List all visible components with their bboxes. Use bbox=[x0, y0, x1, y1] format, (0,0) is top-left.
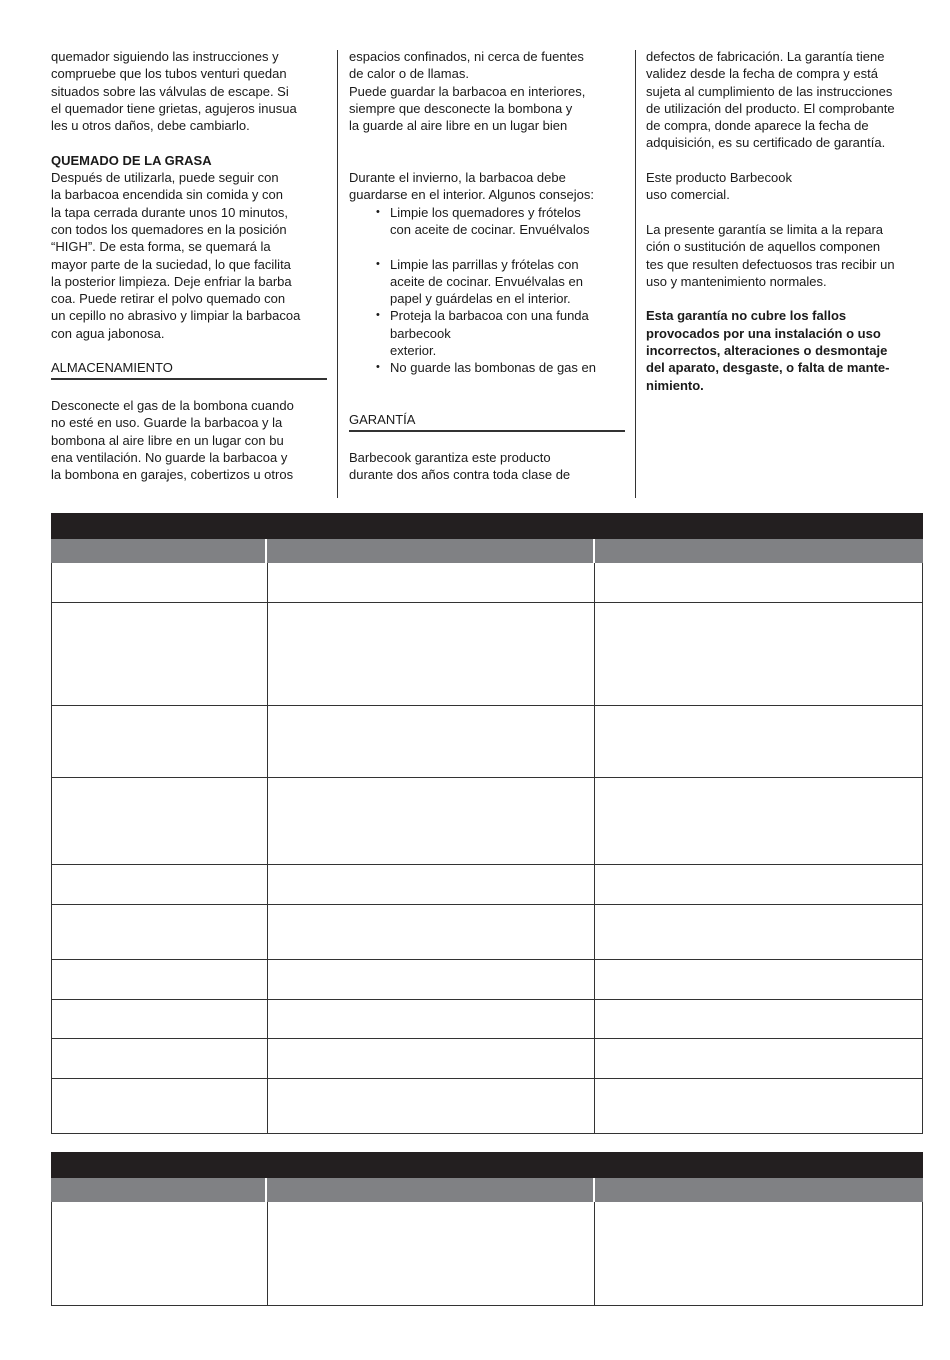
table-cell bbox=[52, 778, 268, 864]
text-line: de calor o de llamas. bbox=[349, 66, 469, 82]
winter-tips-list bbox=[349, 204, 625, 377]
table-cell bbox=[595, 1000, 922, 1038]
table-cell bbox=[52, 1202, 268, 1305]
table-row bbox=[52, 563, 922, 603]
text-line: no esté en uso. Guarde la barbacoa y la bbox=[51, 415, 283, 431]
text-line: validez desde la fecha de compra y está bbox=[646, 66, 878, 82]
table-body bbox=[51, 563, 923, 1134]
table-cell bbox=[595, 563, 922, 602]
column-divider bbox=[337, 50, 338, 498]
troubleshooting-table bbox=[51, 513, 923, 1134]
column-header bbox=[51, 539, 267, 563]
text-column-3 bbox=[646, 48, 923, 394]
text-column-1 bbox=[51, 48, 327, 483]
table-cell bbox=[595, 1202, 922, 1305]
text-line: la posterior limpieza. Deje enfriar la barba bbox=[51, 273, 292, 289]
list-item bbox=[376, 359, 625, 376]
text-line: La presente garantía se limita a la repara bbox=[646, 221, 884, 237]
text-line: nimiento. bbox=[646, 377, 704, 393]
table-row bbox=[52, 706, 922, 778]
table-row bbox=[52, 960, 922, 1000]
table-row bbox=[52, 603, 922, 706]
text-column-2 bbox=[349, 48, 625, 483]
table-cell bbox=[595, 960, 922, 999]
text-line: incorrectos, alteraciones o desmontaje bbox=[646, 343, 888, 359]
table-row bbox=[52, 1079, 922, 1134]
table-cell bbox=[595, 865, 922, 904]
text-line: del aparato, desgaste, o falta de mante- bbox=[646, 360, 890, 376]
table-cell bbox=[268, 778, 595, 864]
text-line: Esta garantía no cubre los fallos bbox=[646, 308, 847, 324]
warranty-exclusion-paragraph bbox=[646, 307, 923, 393]
table-row bbox=[52, 865, 922, 905]
column-header bbox=[267, 1178, 595, 1202]
text-line: situados sobre las válvulas de escape. Si bbox=[51, 83, 289, 99]
table-cell bbox=[268, 1000, 595, 1038]
storage-heading: ALMACENAMIENTO bbox=[51, 359, 327, 379]
text-line: bombona al aire libre en un lugar con bu bbox=[51, 432, 284, 448]
table-cell bbox=[52, 905, 268, 959]
text-line: provocados por una instalación o uso bbox=[646, 325, 881, 341]
text-line: mayor parte de la suciedad, lo que facilita bbox=[51, 256, 291, 272]
table-row bbox=[52, 1000, 922, 1039]
table-cell bbox=[595, 1039, 922, 1078]
table-cell bbox=[52, 865, 268, 904]
table-cell bbox=[268, 865, 595, 904]
text-line: Este producto Barbecook bbox=[646, 170, 792, 186]
warranty-continued-paragraph bbox=[646, 48, 923, 152]
table-cell bbox=[52, 563, 268, 602]
text-line: Barbecook garantiza este producto bbox=[349, 449, 551, 465]
table-cell bbox=[595, 603, 922, 705]
bullet-icon: • bbox=[376, 257, 380, 270]
text-line: durante dos años contra toda clase de bbox=[349, 467, 571, 483]
text-line: Desconecte el gas de la bombona cuando bbox=[51, 397, 294, 413]
text-line: tes que resulten defectuosos tras recibir un bbox=[646, 256, 895, 272]
table-row bbox=[52, 778, 922, 865]
table-cell bbox=[268, 603, 595, 705]
column-header bbox=[595, 1178, 923, 1202]
list-item bbox=[376, 256, 625, 308]
column-divider bbox=[635, 50, 636, 498]
burner-inspection-paragraph bbox=[51, 48, 327, 134]
table-cell bbox=[52, 603, 268, 705]
text-line: ción o sustitución de aquellos componen bbox=[646, 239, 881, 255]
product-use-paragraph bbox=[646, 169, 923, 204]
table-cell bbox=[595, 1079, 922, 1133]
text-line: papel y guárdelas en el interior. bbox=[390, 291, 571, 307]
text-line: les u otros daños, debe cambiarlo. bbox=[51, 118, 250, 134]
text-line: Después de utilizarla, puede seguir con bbox=[51, 170, 279, 186]
text-line: la barbacoa encendida sin comida y con bbox=[51, 187, 283, 203]
text-line: No guarde las bombonas de gas en bbox=[390, 360, 596, 376]
text-line: uso y mantenimiento normales. bbox=[646, 273, 827, 289]
bullet-icon: • bbox=[376, 309, 380, 322]
table-cell bbox=[268, 1079, 595, 1133]
text-line: siempre que desconecte la bombona y bbox=[349, 100, 573, 116]
text-line: guardarse en el interior. Algunos consejos: bbox=[349, 187, 594, 203]
text-line: Limpie las parrillas y frótelas con bbox=[390, 256, 579, 272]
table-cell bbox=[268, 905, 595, 959]
text-line: con aceite de cocinar. Envuélvalos bbox=[390, 221, 590, 237]
column-header bbox=[51, 1178, 267, 1202]
table-cell bbox=[268, 706, 595, 777]
table-cell bbox=[52, 706, 268, 777]
grease-burn-heading: QUEMADO DE LA GRASA bbox=[51, 152, 212, 168]
bullet-icon: • bbox=[376, 361, 380, 374]
text-line: con todos los quemadores en la posición bbox=[51, 221, 287, 237]
table-cell bbox=[52, 960, 268, 999]
text-line: la bombona en garajes, cobertizos u otros bbox=[51, 467, 294, 483]
text-line: el quemador tiene grietas, agujeros inusua bbox=[51, 100, 297, 116]
warranty-paragraph bbox=[349, 449, 625, 484]
text-line: sujeta al cumplimiento de las instrucciones bbox=[646, 83, 893, 99]
table-header-row bbox=[51, 1178, 923, 1202]
text-line: de utilización del producto. El comprobante bbox=[646, 100, 895, 116]
table-body bbox=[51, 1202, 923, 1306]
text-line: la guarde al aire libre en un lugar bien bbox=[349, 118, 568, 134]
column-header bbox=[595, 539, 923, 563]
text-line: compruebe que los tubos venturi quedan bbox=[51, 66, 287, 82]
table-cell bbox=[52, 1000, 268, 1038]
table-title-bar bbox=[51, 1152, 923, 1178]
storage-continued-paragraph bbox=[349, 48, 625, 134]
warranty-limit-paragraph bbox=[646, 221, 923, 290]
table-cell bbox=[52, 1079, 268, 1133]
text-line: Durante el invierno, la barbacoa debe bbox=[349, 170, 566, 186]
table-cell bbox=[268, 960, 595, 999]
winter-storage-paragraph bbox=[349, 169, 625, 204]
text-line: coa. Puede retirar el polvo quemado con bbox=[51, 291, 286, 307]
table-cell bbox=[595, 778, 922, 864]
text-line: de compra, donde aparece la fecha de bbox=[646, 118, 869, 134]
table-cell bbox=[268, 1039, 595, 1078]
table-row bbox=[52, 1202, 922, 1306]
list-item bbox=[376, 307, 625, 359]
table-cell bbox=[595, 905, 922, 959]
bullet-icon: • bbox=[376, 205, 380, 218]
table-row bbox=[52, 1039, 922, 1079]
text-line: aceite de cocinar. Envuélvalas en bbox=[390, 273, 583, 289]
list-item bbox=[376, 204, 625, 256]
text-line: un cepillo no abrasivo y limpiar la barbacoa bbox=[51, 308, 301, 324]
warranty-heading: GARANTÍA bbox=[349, 411, 625, 431]
text-line: ena ventilación. No guarde la barbacoa y bbox=[51, 449, 288, 465]
table-header-row bbox=[51, 539, 923, 563]
table-cell bbox=[52, 1039, 268, 1078]
text-line: adquisición, es su certificado de garantía. bbox=[646, 135, 886, 151]
text-line: “HIGH”. De esta forma, se quemará la bbox=[51, 239, 271, 255]
table-cell bbox=[268, 563, 595, 602]
text-line: quemador siguiendo las instrucciones y bbox=[51, 49, 279, 64]
grease-burn-paragraph bbox=[51, 169, 327, 342]
table-row bbox=[52, 905, 922, 960]
text-line: uso comercial. bbox=[646, 187, 730, 203]
text-line: barbecook bbox=[390, 325, 451, 341]
text-line: Puede guardar la barbacoa en interiores, bbox=[349, 83, 586, 99]
table-cell bbox=[268, 1202, 595, 1305]
text-line: espacios confinados, ni cerca de fuentes bbox=[349, 49, 584, 64]
table-cell bbox=[595, 706, 922, 777]
text-line: Limpie los quemadores y frótelos bbox=[390, 204, 581, 220]
table-title-bar bbox=[51, 513, 923, 539]
text-line: la tapa cerrada durante unos 10 minutos, bbox=[51, 204, 289, 220]
text-line: con agua jabonosa. bbox=[51, 325, 165, 341]
text-line: exterior. bbox=[390, 343, 437, 359]
text-line: defectos de fabricación. La garantía tiene bbox=[646, 49, 885, 64]
column-header bbox=[267, 539, 595, 563]
troubleshooting-table bbox=[51, 1152, 923, 1306]
text-line: Proteja la barbacoa con una funda bbox=[390, 308, 589, 324]
storage-paragraph bbox=[51, 397, 327, 483]
